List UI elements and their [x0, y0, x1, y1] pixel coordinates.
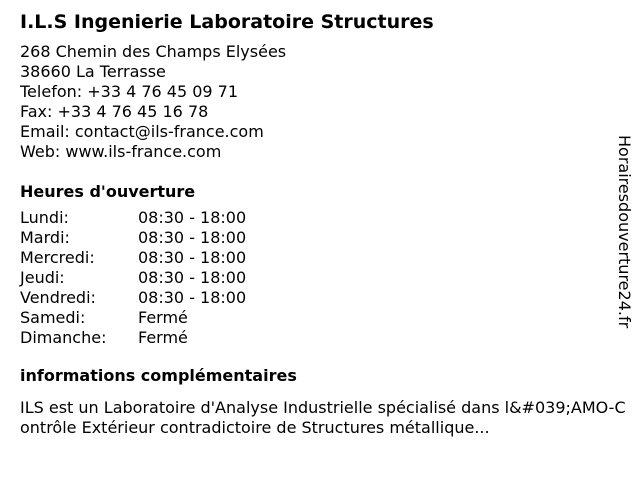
phone-line: Telefon: +33 4 76 45 09 71 [20, 82, 239, 101]
business-name: I.L.S Ingenierie Laboratoire Structures [20, 11, 434, 33]
day-label: Dimanche: [20, 328, 107, 347]
hours-table [20, 208, 610, 348]
day-hours: 08:30 - 18:00 [138, 228, 247, 247]
hours-row-sunday [20, 328, 610, 348]
day-label: Mardi: [20, 228, 70, 247]
day-label: Mercredi: [20, 248, 95, 267]
address-line-1: 268 Chemin des Champs Elysées [20, 42, 287, 61]
fax-line: Fax: +33 4 76 45 16 78 [20, 102, 209, 121]
email-line: Email: contact@ils-france.com [20, 122, 264, 141]
site-watermark: Horairesdouverture24.fr [615, 135, 634, 329]
info-description: ILS est un Laboratoire d'Analyse Industrielle spécialisé dans l&#039;AMO-Contrôle Extérieur contradictoire de Structures métallique... [20, 398, 626, 437]
day-hours: 08:30 - 18:00 [138, 288, 247, 307]
hours-row-monday [20, 208, 610, 228]
day-label: Samedi: [20, 308, 86, 327]
hours-row-wednesday [20, 248, 610, 268]
address-line-2: 38660 La Terrasse [20, 62, 166, 81]
hours-row-friday [20, 288, 610, 308]
hours-row-thursday [20, 268, 610, 288]
day-hours: 08:30 - 18:00 [138, 268, 247, 287]
day-hours: Fermé [138, 308, 188, 327]
web-line: Web: www.ils-france.com [20, 142, 222, 161]
info-heading: informations complémentaires [20, 366, 297, 385]
hours-row-saturday [20, 308, 610, 328]
day-label: Lundi: [20, 208, 69, 227]
hours-heading: Heures d'ouverture [20, 182, 196, 201]
day-hours: 08:30 - 18:00 [138, 208, 247, 227]
day-label: Jeudi: [20, 268, 65, 287]
day-label: Vendredi: [20, 288, 96, 307]
day-hours: 08:30 - 18:00 [138, 248, 247, 267]
hours-row-tuesday [20, 228, 610, 248]
day-hours: Fermé [138, 328, 188, 347]
